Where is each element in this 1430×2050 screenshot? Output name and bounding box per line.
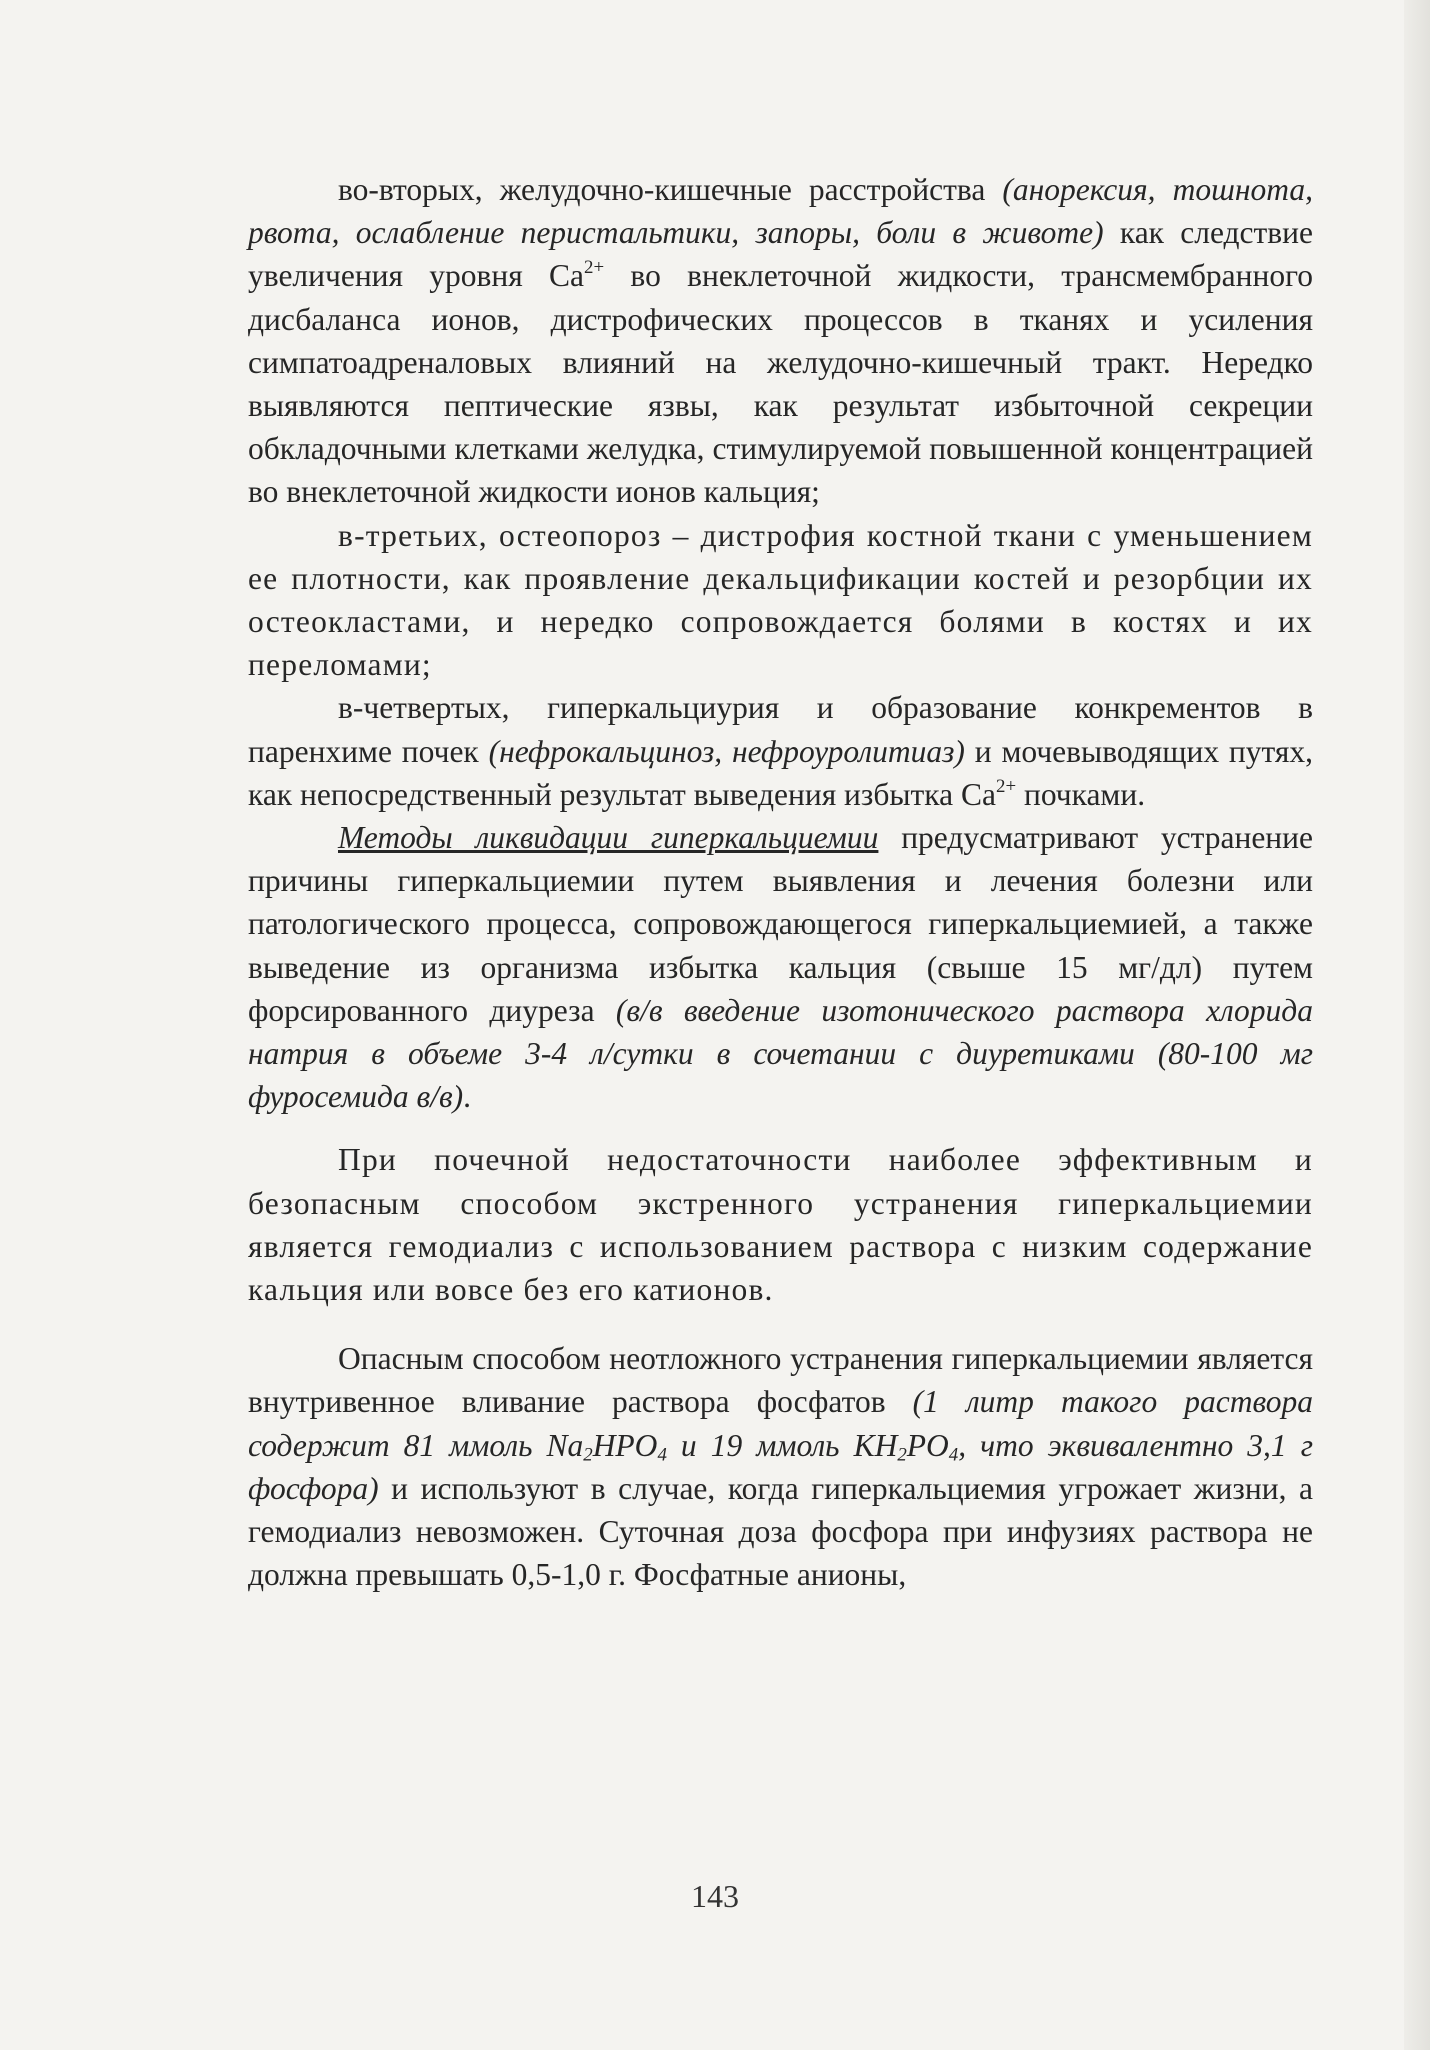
paragraph-treatment-methods: Методы ликвидации гиперкальциемии предусматривают устранение причины гиперкальциемии путем выявления и лечения болезни или патологического процесса, сопровождающегося гиперкальциемией, а также выведение из организма избытка кальция (свыше 15 мг/дл) путем форсированного диуреза (в/в введение изотонического раствора хлорида натрия в объеме 3-4 л/сутки в сочетании с диуретиками (80-100 мг фуросемида в/в). [248, 820, 1313, 1115]
paragraph-gastrointestinal: во-вторых, желудочно-кишечные расстройства (анорексия, тошнота, рвота, ослабление перистальтики, запоры, боли в животе) как следствие увеличения уровня $Ca^{2+}$ во внеклеточной жидкости, трансмембранного дисбаланса ионов, дистрофических процессов в тканях и усиления симпатоадреналовых влияний на желудочно-кишечный тракт. Нередко выявляются пептические язвы, как результат избыточной секреции обкладочными клетками желудка, стимулируемой повышенной концентрацией во внеклеточной жидкости ионов кальция; [248, 172, 1313, 510]
paragraph-hypercalciuria: в-четвертых, гиперкальциурия и образование конкрементов в паренхиме почек (нефрокальциноз, нефроуролитиаз) и мочевыводящих путях, как непосредственный результат выведения избытка $Ca^{2+}$ почками. [248, 690, 1313, 812]
body-text [248, 168, 1313, 1597]
paragraph-osteoporosis: в-третьих, остеопороз – дистрофия костной ткани с уменьшением ее плотности, как проявление декальцификации костей и резорбции их остеокластами, и нередко сопровождается болями в костях и их переломами; [248, 517, 1313, 683]
paragraph-phosphates: Опасным способом неотложного устранения гиперкальциемии является внутривенное вливание раствора фосфатов (1 литр такого раствора содержит 81 ммоль $Na_2HPO_4$ и 19 ммоль $KH_2PO_4$, что эквивалентно 3,1 г фосфора) и используют в случае, когда гиперкальциемия угрожает жизни, а гемодиализ невозможен. Суточная доза фосфора при инфузиях раствора не должна превышать 0,5-1,0 г. Фосфатные анионы, [248, 1341, 1313, 1593]
section-heading: Методы ликвидации гиперкальциемии [338, 820, 879, 856]
paragraph-hemodialysis: При почечной недостаточности наиболее эффективным и безопасным способом экстренного устранения гиперкальциемии является гемодиализ с использованием раствора с низким содержание кальция или вовсе без его катионов. [248, 1142, 1313, 1308]
page-number: 143 [691, 1878, 739, 1914]
page-edge-shadow [1404, 0, 1430, 2050]
